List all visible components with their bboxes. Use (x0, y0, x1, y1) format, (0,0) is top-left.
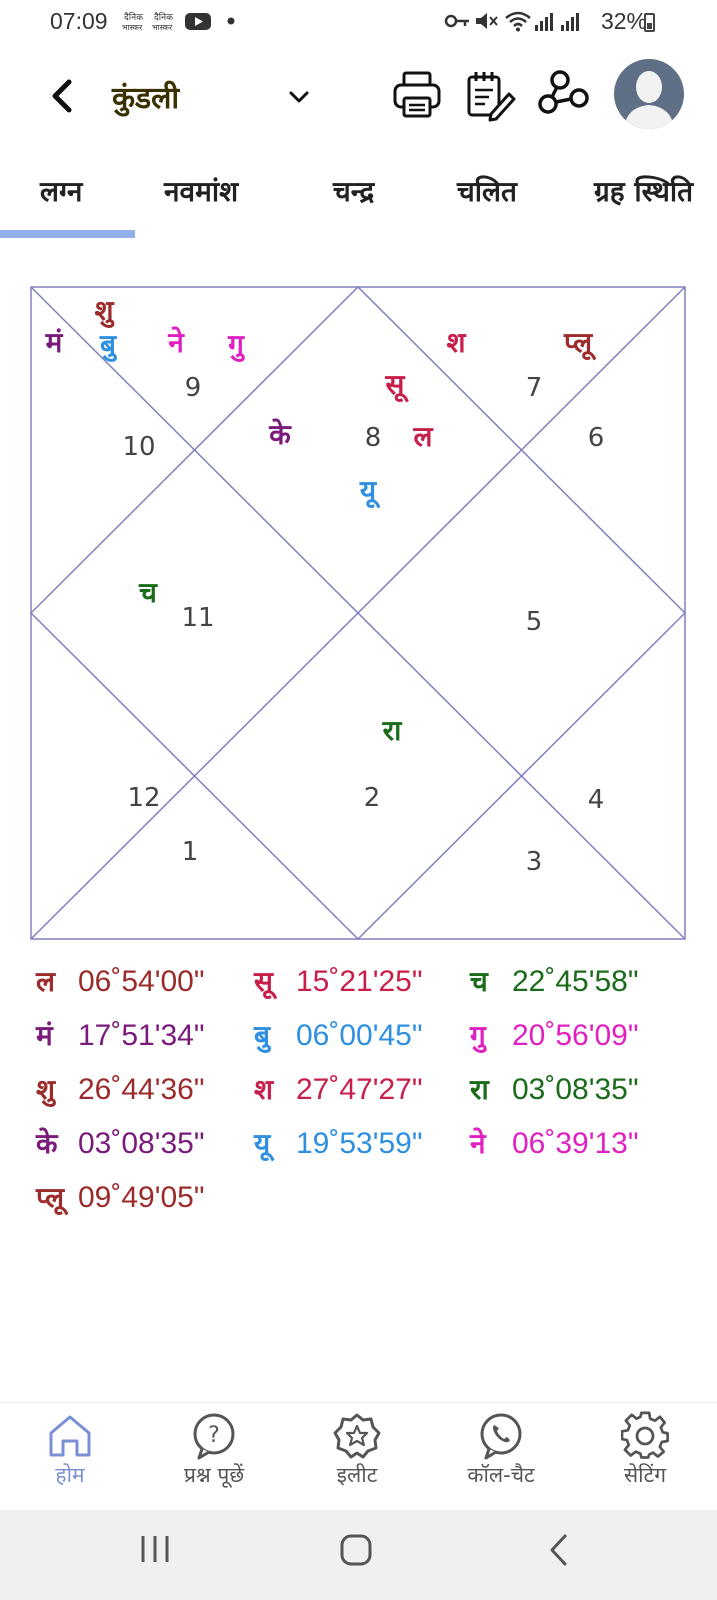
degree-value: 06˚39'13" (512, 1127, 639, 1160)
house-number: 11 (181, 603, 215, 633)
degree-planet-abbr: ने (470, 1127, 486, 1160)
planet-shani: श (446, 326, 466, 359)
house-number: 12 (127, 783, 161, 813)
print-icon[interactable] (390, 68, 444, 122)
planet-guru: गु (228, 328, 244, 361)
back-icon[interactable] (45, 76, 81, 116)
degree-value: 09˚49'05" (78, 1181, 205, 1214)
nav-label: होम (55, 1463, 85, 1487)
svg-text:दैनिक: दैनिक (154, 13, 174, 23)
degree-value: 06˚00'45" (296, 1019, 423, 1052)
degree-value: 15˚21'25" (296, 965, 423, 998)
dainik-bhaskar-icon (152, 10, 178, 32)
nav-elite[interactable] (292, 1411, 422, 1489)
tab-chalit[interactable]: चलित (457, 175, 517, 208)
nav-label: कॉल-चैट (467, 1463, 535, 1487)
degree-entry (36, 1124, 204, 1162)
dot-icon (226, 10, 236, 32)
planet-lagna: ल (413, 420, 433, 453)
planet-pluto: प्लू (563, 326, 593, 359)
status-time: 07:09 (50, 8, 108, 34)
degree-planet-abbr: के (36, 1127, 58, 1160)
degree-planet-abbr: रा (470, 1073, 489, 1106)
degree-planet-abbr: मं (36, 1019, 53, 1052)
user-silhouette-icon (614, 59, 684, 129)
call-chat-icon (477, 1411, 525, 1461)
degree-planet-abbr: बु (254, 1019, 270, 1052)
degree-entry (254, 962, 422, 1000)
tab-lagna[interactable]: लग्न (40, 175, 83, 208)
degree-value: 03˚08'35" (512, 1073, 639, 1106)
planet-mangal: मं (45, 326, 63, 359)
elite-star-icon (333, 1411, 381, 1461)
signal-icon (560, 10, 582, 32)
degree-entry (36, 1016, 204, 1054)
degree-value: 06˚54'00" (78, 965, 205, 998)
house-number: 2 (363, 783, 381, 813)
bottom-nav (0, 1402, 717, 1510)
chart-grid (30, 286, 686, 940)
house-number: 10 (122, 432, 156, 462)
question-icon (190, 1411, 238, 1461)
nav-home[interactable] (5, 1411, 135, 1489)
degree-planet-abbr: सू (254, 965, 273, 998)
planet-chandra: च (139, 576, 157, 609)
battery-percent: 32% (600, 8, 647, 34)
recents-icon[interactable] (138, 1532, 172, 1566)
degree-entry (470, 1070, 638, 1108)
svg-text:?: ? (208, 1423, 220, 1448)
degree-entry (254, 1124, 422, 1162)
degree-entry (36, 1070, 204, 1108)
degree-entry (254, 1016, 422, 1054)
tab-chandra[interactable]: चन्द्र (333, 175, 375, 208)
active-tab-indicator (0, 230, 135, 238)
house-number: 8 (364, 423, 382, 453)
house-number: 9 (184, 373, 202, 403)
degree-value: 26˚44'36" (78, 1073, 205, 1106)
home-icon (46, 1411, 94, 1461)
degree-value: 19˚53'59" (296, 1127, 423, 1160)
avatar[interactable] (614, 59, 684, 129)
mute-icon (474, 10, 498, 32)
home-button-icon[interactable] (338, 1532, 374, 1568)
house-number: 1 (181, 837, 199, 867)
svg-text:दैनिक: दैनिक (124, 13, 144, 23)
planet-shukra: शु (94, 294, 114, 327)
planet-uranus: यू (359, 474, 377, 507)
degree-value: 03˚08'35" (78, 1127, 205, 1160)
degree-entry (36, 1178, 204, 1216)
planet-surya: सू (385, 368, 405, 401)
degree-value: 17˚51'34" (78, 1019, 205, 1052)
kundli-chart (30, 286, 686, 940)
degree-planet-abbr: श (254, 1073, 274, 1106)
svg-text:भास्कर: भास्कर (152, 23, 173, 32)
degree-entry (36, 962, 204, 1000)
degree-planet-abbr: ल (36, 965, 55, 998)
wifi-icon (504, 10, 532, 32)
signal-icon (534, 10, 556, 32)
degree-value: 20˚56'09" (512, 1019, 639, 1052)
degree-entry (470, 1124, 638, 1162)
degree-planet-abbr: च (470, 965, 488, 998)
house-number: 7 (525, 373, 543, 403)
nav-label: सेटिंग (623, 1463, 667, 1487)
degree-planet-abbr: यू (254, 1127, 271, 1160)
degree-planet-abbr: प्लू (36, 1181, 65, 1214)
svg-text:भास्कर: भास्कर (122, 23, 143, 32)
tab-graha-sthiti[interactable]: ग्रह स्थिति (594, 175, 694, 208)
degree-entry (470, 962, 638, 1000)
house-number: 6 (587, 423, 605, 453)
page-title[interactable]: कुंडली (112, 81, 180, 116)
planet-ketu: के (269, 418, 291, 451)
degree-entry (470, 1016, 638, 1054)
key-icon (444, 10, 470, 32)
tab-navamsha[interactable]: नवमांश (164, 175, 239, 208)
nav-label: इलीट (336, 1463, 378, 1487)
chevron-down-icon[interactable] (284, 82, 314, 112)
degree-value: 27˚47'27" (296, 1073, 423, 1106)
degree-planet-abbr: शु (36, 1073, 56, 1106)
nav-ask-question[interactable] (149, 1411, 279, 1489)
app-header (0, 50, 717, 140)
planet-budh: बु (100, 328, 116, 361)
nav-settings[interactable] (580, 1411, 710, 1489)
youtube-icon (184, 10, 212, 32)
house-number: 5 (525, 607, 543, 637)
status-bar (0, 0, 717, 44)
nav-call-chat[interactable] (436, 1411, 566, 1489)
dainik-bhaskar-icon (122, 10, 148, 32)
degree-value: 22˚45'58" (512, 965, 639, 998)
edit-note-icon[interactable] (463, 68, 517, 122)
chart-tabs (0, 160, 717, 240)
system-nav-bar (0, 1510, 717, 1600)
settings-icon (621, 1411, 669, 1461)
back-nav-icon[interactable] (543, 1532, 577, 1568)
share-icon[interactable] (536, 68, 590, 122)
degree-planet-abbr: गु (470, 1019, 486, 1052)
nav-label: प्रश्न पूछें (183, 1463, 245, 1487)
planet-neptune: ने (168, 326, 184, 359)
house-number: 4 (587, 785, 605, 815)
house-number: 3 (525, 847, 543, 877)
planet-rahu: रा (382, 714, 402, 747)
degree-entry (254, 1070, 422, 1108)
battery-icon (644, 13, 655, 32)
